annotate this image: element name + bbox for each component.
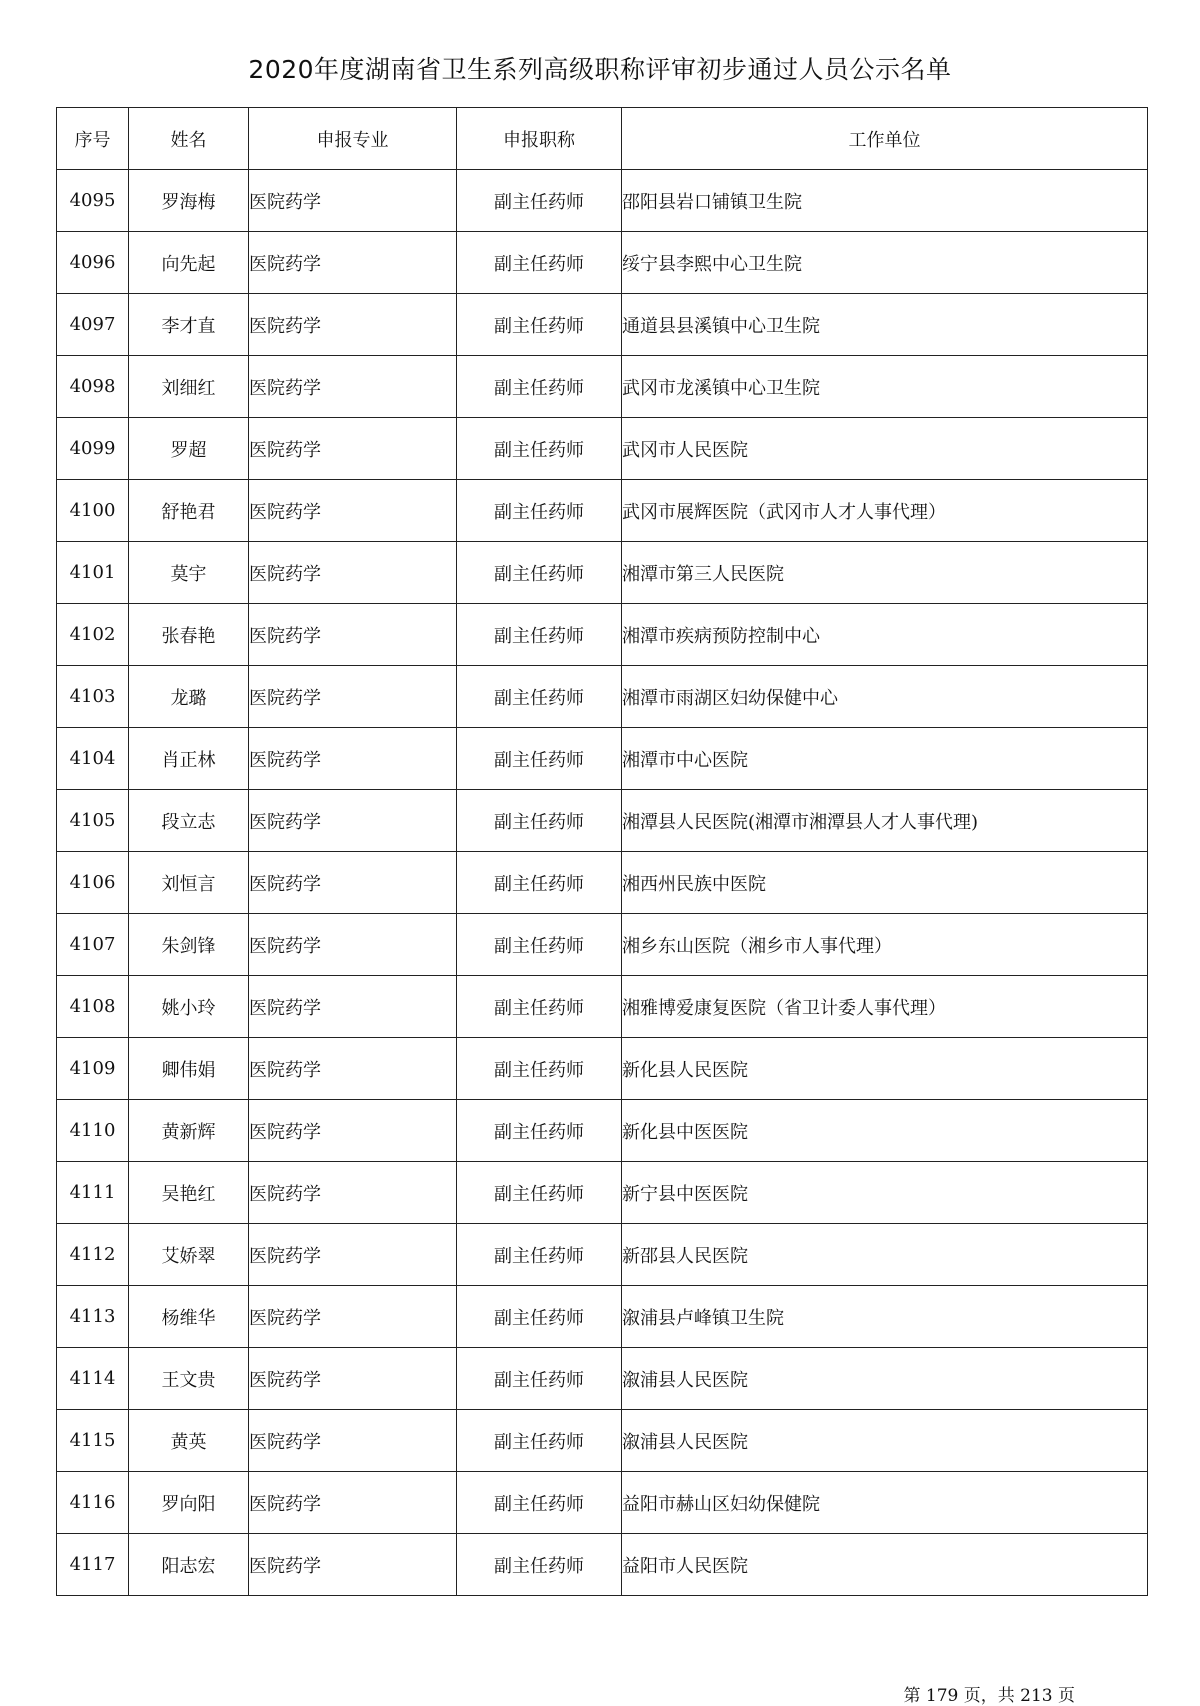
cell-unit: 湘西州民族中医院 (622, 852, 1148, 914)
cell-seq: 4105 (57, 790, 129, 852)
table-row (57, 542, 1148, 604)
cell-unit: 武冈市人民医院 (622, 418, 1148, 480)
table-header-row (57, 108, 1148, 170)
table-row (57, 728, 1148, 790)
cell-unit: 益阳市人民医院 (622, 1534, 1148, 1596)
table-body (57, 170, 1148, 1596)
cell-unit: 新宁县中医医院 (622, 1162, 1148, 1224)
table-row (57, 232, 1148, 294)
cell-major: 医院药学 (249, 542, 457, 604)
cell-title: 副主任药师 (457, 666, 622, 728)
header-seq: 序号 (57, 108, 129, 170)
cell-unit: 湘潭县人民医院(湘潭市湘潭县人才人事代理) (622, 790, 1148, 852)
cell-major: 医院药学 (249, 294, 457, 356)
cell-name: 朱剑锋 (129, 914, 249, 976)
cell-unit: 湘雅博爱康复医院（省卫计委人事代理） (622, 976, 1148, 1038)
cell-seq: 4113 (57, 1286, 129, 1348)
table-row (57, 790, 1148, 852)
cell-title: 副主任药师 (457, 976, 622, 1038)
cell-name: 杨维华 (129, 1286, 249, 1348)
cell-seq: 4097 (57, 294, 129, 356)
cell-major: 医院药学 (249, 1286, 457, 1348)
table-row (57, 480, 1148, 542)
cell-name: 王文贵 (129, 1348, 249, 1410)
cell-unit: 湘乡东山医院（湘乡市人事代理） (622, 914, 1148, 976)
cell-title: 副主任药师 (457, 170, 622, 232)
cell-title: 副主任药师 (457, 1286, 622, 1348)
cell-seq: 4104 (57, 728, 129, 790)
table-row (57, 1162, 1148, 1224)
cell-name: 黄英 (129, 1410, 249, 1472)
cell-name: 段立志 (129, 790, 249, 852)
cell-unit: 武冈市龙溪镇中心卫生院 (622, 356, 1148, 418)
cell-name: 黄新辉 (129, 1100, 249, 1162)
cell-title: 副主任药师 (457, 418, 622, 480)
cell-seq: 4110 (57, 1100, 129, 1162)
cell-unit: 绥宁县李熙中心卫生院 (622, 232, 1148, 294)
cell-title: 副主任药师 (457, 542, 622, 604)
cell-title: 副主任药师 (457, 232, 622, 294)
cell-title: 副主任药师 (457, 1224, 622, 1286)
cell-unit: 新化县中医医院 (622, 1100, 1148, 1162)
cell-major: 医院药学 (249, 1038, 457, 1100)
cell-major: 医院药学 (249, 666, 457, 728)
cell-seq: 4099 (57, 418, 129, 480)
table-row (57, 666, 1148, 728)
cell-unit: 通道县县溪镇中心卫生院 (622, 294, 1148, 356)
cell-name: 肖正林 (129, 728, 249, 790)
cell-title: 副主任药师 (457, 790, 622, 852)
table-row (57, 1534, 1148, 1596)
table-row (57, 1224, 1148, 1286)
cell-title: 副主任药师 (457, 294, 622, 356)
table-row (57, 1286, 1148, 1348)
cell-title: 副主任药师 (457, 914, 622, 976)
cell-seq: 4112 (57, 1224, 129, 1286)
cell-name: 罗向阳 (129, 1472, 249, 1534)
cell-major: 医院药学 (249, 1534, 457, 1596)
cell-seq: 4115 (57, 1410, 129, 1472)
cell-unit: 新邵县人民医院 (622, 1224, 1148, 1286)
cell-seq: 4103 (57, 666, 129, 728)
header-unit: 工作单位 (622, 108, 1148, 170)
cell-unit: 武冈市展辉医院（武冈市人才人事代理） (622, 480, 1148, 542)
header-name: 姓名 (129, 108, 249, 170)
cell-major: 医院药学 (249, 1410, 457, 1472)
table-row (57, 1100, 1148, 1162)
cell-unit: 溆浦县人民医院 (622, 1410, 1148, 1472)
header-title: 申报职称 (457, 108, 622, 170)
cell-unit: 益阳市赫山区妇幼保健院 (622, 1472, 1148, 1534)
cell-seq: 4098 (57, 356, 129, 418)
table-row (57, 356, 1148, 418)
cell-unit: 湘潭市雨湖区妇幼保健中心 (622, 666, 1148, 728)
cell-title: 副主任药师 (457, 1472, 622, 1534)
cell-unit: 湘潭市疾病预防控制中心 (622, 604, 1148, 666)
cell-title: 副主任药师 (457, 480, 622, 542)
cell-seq: 4111 (57, 1162, 129, 1224)
table-row (57, 914, 1148, 976)
cell-seq: 4102 (57, 604, 129, 666)
cell-name: 吴艳红 (129, 1162, 249, 1224)
cell-major: 医院药学 (249, 1162, 457, 1224)
cell-major: 医院药学 (249, 480, 457, 542)
cell-name: 刘恒言 (129, 852, 249, 914)
cell-name: 阳志宏 (129, 1534, 249, 1596)
cell-seq: 4100 (57, 480, 129, 542)
cell-major: 医院药学 (249, 1100, 457, 1162)
cell-major: 医院药学 (249, 1348, 457, 1410)
cell-unit: 新化县人民医院 (622, 1038, 1148, 1100)
table-row (57, 294, 1148, 356)
cell-major: 医院药学 (249, 604, 457, 666)
cell-title: 副主任药师 (457, 1162, 622, 1224)
table-row (57, 418, 1148, 480)
cell-title: 副主任药师 (457, 604, 622, 666)
header-major: 申报专业 (249, 108, 457, 170)
cell-name: 卿伟娟 (129, 1038, 249, 1100)
cell-title: 副主任药师 (457, 852, 622, 914)
page-footer: 第 179 页，共 213 页 (903, 1686, 1075, 1706)
cell-major: 医院药学 (249, 914, 457, 976)
cell-name: 舒艳君 (129, 480, 249, 542)
cell-name: 姚小玲 (129, 976, 249, 1038)
cell-seq: 4116 (57, 1472, 129, 1534)
cell-title: 副主任药师 (457, 728, 622, 790)
table-row (57, 1472, 1148, 1534)
roster-table (56, 107, 1148, 1596)
cell-major: 医院药学 (249, 232, 457, 294)
cell-seq: 4117 (57, 1534, 129, 1596)
table-row (57, 1348, 1148, 1410)
cell-name: 罗超 (129, 418, 249, 480)
cell-unit: 溆浦县人民医院 (622, 1348, 1148, 1410)
cell-seq: 4096 (57, 232, 129, 294)
page-title: 2020年度湖南省卫生系列高级职称评审初步通过人员公示名单 (248, 55, 952, 84)
cell-major: 医院药学 (249, 170, 457, 232)
cell-unit: 邵阳县岩口铺镇卫生院 (622, 170, 1148, 232)
cell-major: 医院药学 (249, 976, 457, 1038)
cell-unit: 湘潭市中心医院 (622, 728, 1148, 790)
table-row (57, 1038, 1148, 1100)
table-row (57, 1410, 1148, 1472)
cell-major: 医院药学 (249, 728, 457, 790)
cell-unit: 溆浦县卢峰镇卫生院 (622, 1286, 1148, 1348)
cell-major: 医院药学 (249, 1224, 457, 1286)
cell-name: 罗海梅 (129, 170, 249, 232)
cell-seq: 4095 (57, 170, 129, 232)
cell-name: 刘细红 (129, 356, 249, 418)
cell-major: 医院药学 (249, 1472, 457, 1534)
cell-name: 张春艳 (129, 604, 249, 666)
cell-major: 医院药学 (249, 790, 457, 852)
table-row (57, 604, 1148, 666)
cell-unit: 湘潭市第三人民医院 (622, 542, 1148, 604)
cell-name: 李才直 (129, 294, 249, 356)
cell-name: 莫宇 (129, 542, 249, 604)
cell-seq: 4109 (57, 1038, 129, 1100)
cell-major: 医院药学 (249, 852, 457, 914)
cell-title: 副主任药师 (457, 1534, 622, 1596)
cell-major: 医院药学 (249, 356, 457, 418)
cell-seq: 4114 (57, 1348, 129, 1410)
cell-title: 副主任药师 (457, 1100, 622, 1162)
cell-name: 艾娇翠 (129, 1224, 249, 1286)
cell-seq: 4106 (57, 852, 129, 914)
table-row (57, 170, 1148, 232)
cell-title: 副主任药师 (457, 356, 622, 418)
cell-title: 副主任药师 (457, 1348, 622, 1410)
table-row (57, 852, 1148, 914)
cell-title: 副主任药师 (457, 1410, 622, 1472)
cell-major: 医院药学 (249, 418, 457, 480)
cell-name: 向先起 (129, 232, 249, 294)
cell-seq: 4108 (57, 976, 129, 1038)
cell-seq: 4101 (57, 542, 129, 604)
cell-title: 副主任药师 (457, 1038, 622, 1100)
cell-seq: 4107 (57, 914, 129, 976)
cell-name: 龙璐 (129, 666, 249, 728)
table-row (57, 976, 1148, 1038)
